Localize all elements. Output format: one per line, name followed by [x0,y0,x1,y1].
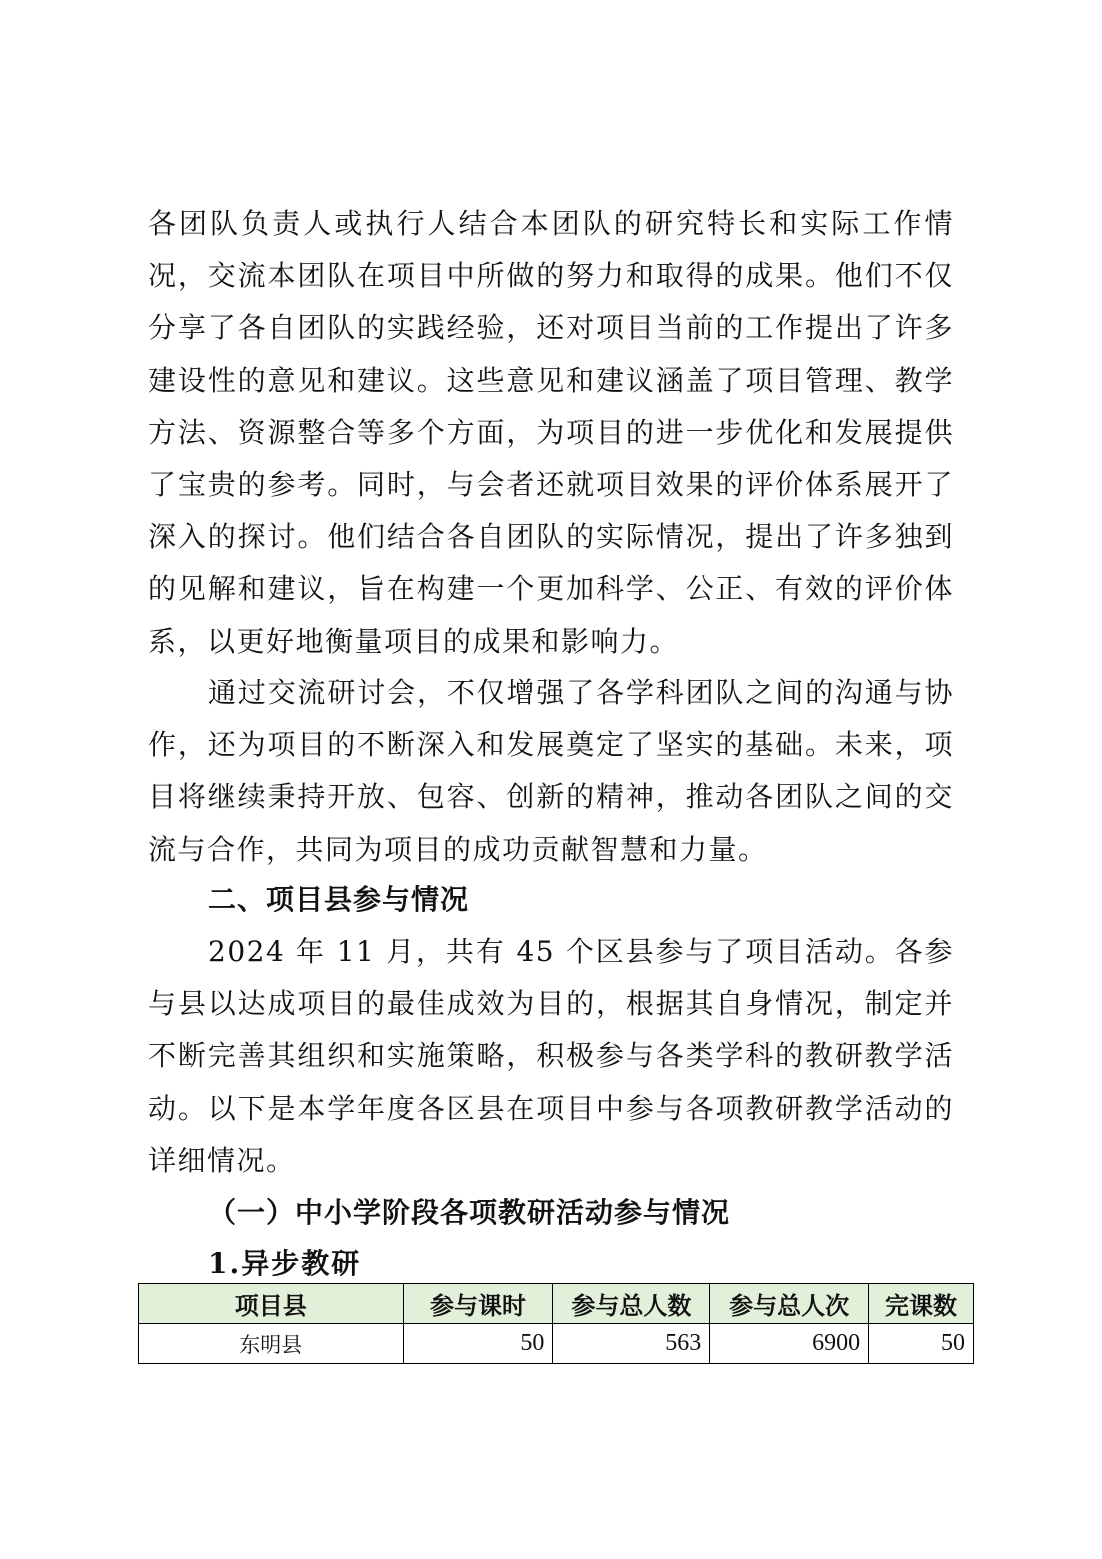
table-row [139,1324,974,1364]
item-heading: 1.异步教研 [208,1247,362,1280]
header-completed: 完课数 [869,1284,974,1324]
paragraph-team-report: 各团队负责人或执行人结合本团队的研究特长和实际工作情况，交流本团队在项目中所做的努力和取得的成果。他们不仅分享了各自团队的实践经验，还对项目当前的工作提出了许多建设性的意见和建议。这些意见和建议涵盖了项目管理、教学方法、资源整合等多个方面，为项目的进一步优化和发展提供了宝贵的参考。同时，与会者还就项目效果的评价体系展开了深入的探讨。他们结合各自团队的实际情况，提出了许多独到的见解和建议，旨在构建一个更加科学、公正、有效的评价体系，以更好地衡量项目的成果和影响力。 [148,207,954,658]
participation-table [138,1283,974,1364]
cell-county: 东明县 [139,1324,404,1364]
section-heading: 二、项目县参与情况 [208,883,470,916]
subsection-heading: （一）中小学阶段各项教研活动参与情况 [208,1196,731,1229]
header-county: 项目县 [139,1284,404,1324]
header-total-people: 参与总人数 [553,1284,710,1324]
table-header-row [139,1284,974,1324]
header-hours: 参与课时 [403,1284,553,1324]
cell-completed: 50 [869,1324,974,1364]
cell-visits: 6900 [710,1324,869,1364]
paragraph-seminar-summary: 通过交流研讨会，不仅增强了各学科团队之间的沟通与协作，还为项目的不断深入和发展奠定了坚实的基础。未来，项目将继续秉持开放、包容、创新的精神，推动各团队之间的交流与合作，共同为项目的成功贡献智慧和力量。 [148,676,954,866]
paragraph-county-participation: 2024 年 11 月，共有 45 个区县参与了项目活动。各参与县以达成项目的最佳成效为目的，根据其自身情况，制定并不断完善其组织和实施策略，积极参与各类学科的教研教学活动。以下是本学年度各区县在项目中参与各项教研教学活动的详细情况。 [148,935,954,1177]
header-total-visits: 参与总人次 [710,1284,869,1324]
cell-people: 563 [553,1324,710,1364]
cell-hours: 50 [403,1324,553,1364]
